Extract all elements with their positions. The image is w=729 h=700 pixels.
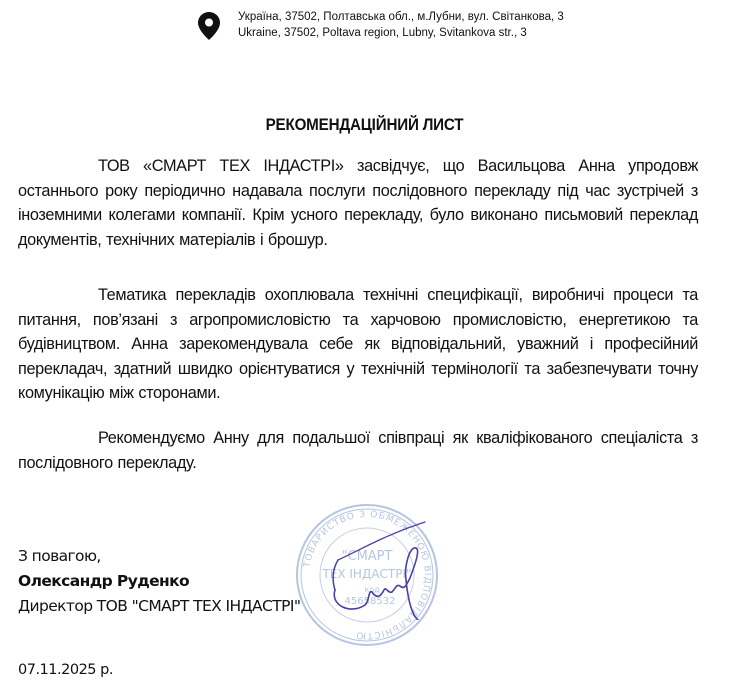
svg-text:код: код xyxy=(364,585,380,594)
signature-block xyxy=(18,544,300,619)
paragraph-intro: ТОВ «СМАРТ ТЕХ ІНДАСТРІ» засвідчує, що Васильцова Анна упродовж останнього року періодично надавала послуги послідовного перекладу під час зустрічей з іноземними колегами компанії. Крім усного перекладу, було виконано письмовий переклад документів, технічних матеріалів і брошур. xyxy=(18,157,698,249)
address-ukrainian: Україна, 37502, Полтавська обл., м.Лубни, вул. Світанкова, 3 xyxy=(238,11,564,23)
letterhead xyxy=(198,6,618,42)
svg-text:45658532: 45658532 xyxy=(344,596,396,607)
signature xyxy=(330,520,440,620)
svg-text:ТЕХ ІНДАСТРІ": ТЕХ ІНДАСТРІ" xyxy=(322,567,412,581)
address-block xyxy=(238,9,564,41)
paragraph-details: Тематика перекладів охоплювала технічні специфікації, виробничі процеси та питання, пов’язані з агропромисловістю та харчовою промисловістю, енергетикою та будівництвом. Анна зарекомендувала себе як відповідальний, уважний і професійний перекладач, здатний швидко орієнтуватися у технічній термінології та забезпечувати точну комунікацію між сторонами. xyxy=(18,286,698,402)
svg-text:"СМАРТ: "СМАРТ xyxy=(341,549,393,564)
closing-salutation: З повагою, xyxy=(18,547,101,565)
address-english: Ukraine, 37502, Poltava region, Lubny, Svitankova str., 3 xyxy=(238,27,527,39)
svg-text:ТОВАРИСТВО З ОБМЕЖЕНОЮ ВІДПОВІ: ТОВАРИСТВО З ОБМЕЖЕНОЮ ВІДПОВІДАЛЬНІСТЮ xyxy=(302,509,433,641)
paragraph-recommendation: Рекомендуємо Анну для подальшої співпраці як кваліфікованого спеціаліста з послідовного перекладу. xyxy=(18,429,698,472)
letter-title: РЕКОМЕНДАЦІЙНИЙ ЛИСТ xyxy=(265,116,464,134)
company-stamp xyxy=(292,500,442,650)
map-pin-icon xyxy=(198,12,220,40)
signer-title: Директор ТОВ "СМАРТ ТЕХ ІНДАСТРІ" xyxy=(18,597,301,615)
signer-name: Олександр Руденко xyxy=(18,572,190,590)
letter-date: 07.11.2025 р. xyxy=(18,662,113,678)
